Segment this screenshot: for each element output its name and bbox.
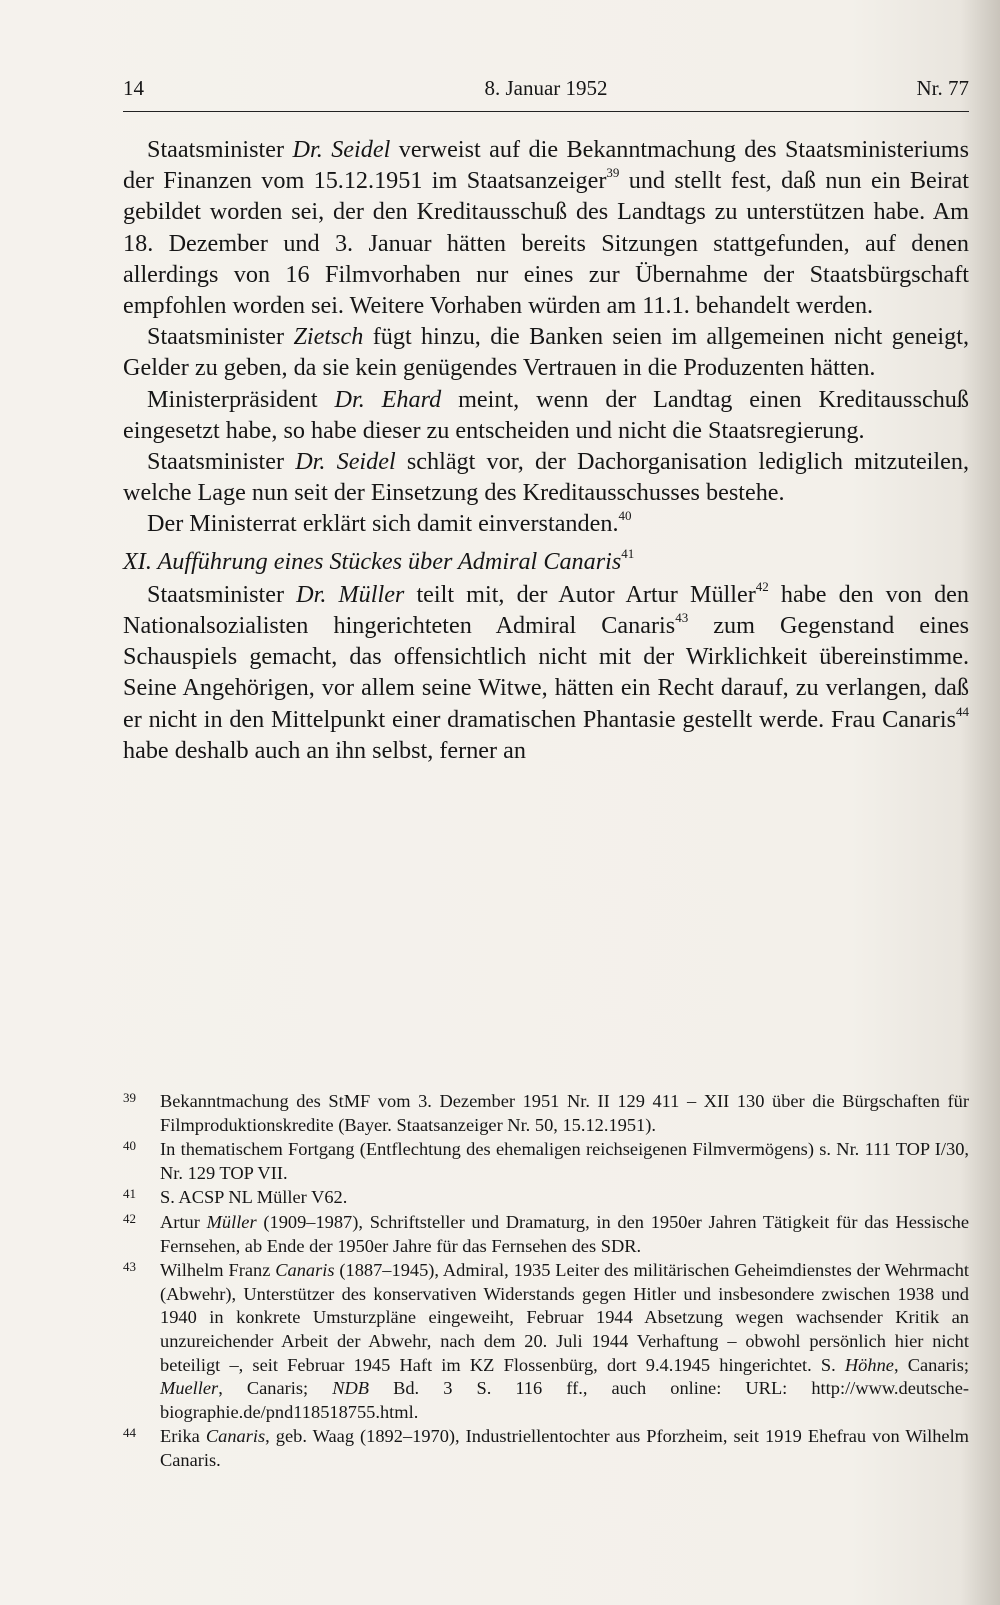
- main-text: [123, 134, 969, 766]
- reference-author: Mueller: [160, 1378, 219, 1399]
- reference-author: Höhne: [844, 1354, 894, 1375]
- footnote-ref-39[interactable]: 39: [606, 165, 620, 181]
- person-name: Canaris: [205, 1426, 266, 1447]
- paragraph-seidel-2: Staatsminister Dr. Seidel schlägt vor, der Dachorganisation lediglich mitzuteilen, welche Lage nun seit der Einsetzung des Kreditausschusses bestehe.: [123, 448, 969, 507]
- speaker-name: Dr. Ehard: [334, 385, 442, 413]
- footnote-text: Bekanntmachung des StMF vom 3. Dezember 1951 Nr. II 129 411 – XII 130 über die Bürgschaften für Filmproduktionskredite (Bayer. Staatsanzeiger Nr. 50, 15.12.1951).: [160, 1091, 969, 1135]
- footnote-text: In thematischem Fortgang (Entflechtung des ehemaligen reichseigenen Filmvermögens) s. Nr. 111 TOP I/30, Nr. 129 TOP VII.: [160, 1139, 969, 1183]
- speaker-name: Zietsch: [293, 323, 364, 351]
- footnote-ref-40[interactable]: 40: [618, 508, 632, 524]
- footnote-number: 41: [123, 1186, 136, 1202]
- footnote-42: 42 Artur Müller (1909–1987), Schriftsteller und Dramaturg, in den 1950er Jahren Tätigkeit für das Hessische Fernsehen, ab Ende der 1950er Jahre für das Fernsehen des SDR.: [123, 1211, 969, 1258]
- paragraph-mueller: Staatsminister Dr. Müller teilt mit, der Autor Artur Müller$^{42}$ habe den von den Nationalsozialisten hingerichteten Admiral Canaris$^{43}$ zum Gegenstand eines Schauspiels gemacht, das offensichtlich nicht mit der Wirklichkeit übereinstimme. Seine Angehörigen, vor allem seine Witwe, hätten ein Recht darauf, zu verlangen, daß er nicht in den Mittelpunkt einer dramatischen Phantasie gestellt werde. Frau Canaris$^{44}$ habe deshalb auch an ihn selbst, ferner an: [123, 578, 969, 764]
- footnote-39: [123, 1090, 969, 1137]
- paragraph-ehard: Ministerpräsident Dr. Ehard meint, wenn der Landtag einen Kreditausschuß eingesetzt habe, so habe dieser zu entscheiden und nicht die Staatsregierung.: [123, 385, 969, 444]
- footnote-number: 40: [123, 1138, 136, 1154]
- paragraph-zietsch: Staatsminister Zietsch fügt hinzu, die Banken seien im allgemeinen nicht geneigt, Gelder zu geben, da sie kein genügendes Vertrauen in die Produzenten hätten.: [123, 323, 969, 382]
- footnotes: [123, 1090, 969, 1474]
- footnote-43: 43 Wilhelm Franz Canaris (1887–1945), Admiral, 1935 Leiter des militärischen Geheimdienstes der Wehrmacht (Abwehr), Unterstützer des konservativen Widerstands gegen Hitler und insbesondere zwischen 1938 und 1940 in konkrete Umsturzpläne eingeweiht, Februar 1944 Absetzung wegen wachsender Kritik an unzureichender Arbeit der Abwehr, nach dem 20. Juli 1944 Verhaftung – obwohl persönlich hier nicht beteiligt –, seit Februar 1945 Haft im KZ Flossenbürg, dort 9.4.1945 hingerichtet. S. Höhne, Canaris; Mueller, Canaris; NDB Bd. 3 S. 116 ff., auch online: URL: http://www.deutsche-biographie.de/pnd118518755.html.: [123, 1259, 969, 1424]
- footnote-number: 43: [123, 1259, 136, 1275]
- section-heading: XI. Aufführung eines Stückes über Admiral Canaris$^{41}$: [123, 545, 635, 575]
- footnote-41: [123, 1186, 969, 1210]
- protocol-number: Nr. 77: [916, 76, 969, 100]
- header-date: 8. Januar 1952: [484, 76, 608, 100]
- reference-work: NDB: [332, 1378, 370, 1399]
- paragraph-seidel-1: Staatsminister Dr. Seidel verweist auf die Bekanntmachung des Staatsministeriums der Finanzen vom 15.12.1951 im Staatsanzeiger$^{39}$ und stellt fest, daß nun ein Beirat gebildet worden sei, der den Kreditausschuß des Landtags zu unterstützen habe. Am 18. Dezember und 3. Januar hätten bereits Sitzungen stattgefunden, auf denen allerdings von 16 Filmvorhaben nur eines zur Übernahme der Staatsbürgschaft empfohlen worden sei. Weitere Vorhaben würden am 11.1. behandelt werden.: [123, 136, 970, 320]
- page-number: 14: [123, 76, 144, 100]
- footnote-ref-43[interactable]: 43: [675, 609, 689, 625]
- running-header: [123, 76, 969, 106]
- person-name: Müller: [206, 1211, 257, 1232]
- footnote-text: S. ACSP NL Müller V62.: [160, 1187, 348, 1208]
- speaker-name: Dr. Seidel: [292, 136, 391, 163]
- speaker-name: Dr. Seidel: [295, 448, 396, 476]
- footnote-44: 44 Erika Canaris, geb. Waag (1892–1970), Industriellentochter aus Pforzheim, seit 1919 Ehefrau von Wilhelm Canaris.: [123, 1425, 969, 1472]
- footnote-number: 42: [123, 1210, 136, 1226]
- footnote-ref-44[interactable]: 44: [956, 703, 969, 719]
- footnote-40: [123, 1138, 969, 1185]
- paragraph-decision: Der Ministerrat erklärt sich damit einverstanden.$^{40}$: [147, 508, 632, 538]
- footnote-ref-42[interactable]: 42: [755, 578, 769, 594]
- footnote-number: 39: [123, 1090, 136, 1105]
- speaker-name: Dr. Müller: [296, 580, 405, 608]
- header-rule: [123, 111, 969, 112]
- footnote-number: 44: [123, 1425, 136, 1441]
- footnote-ref-41[interactable]: 41: [621, 545, 635, 561]
- person-name: Canaris: [275, 1260, 335, 1281]
- reference-url[interactable]: Bd. 3 S. 116 ff., auch online: URL: http://www.deutsche-biographie.de/pnd118518755.html.: [160, 1378, 969, 1422]
